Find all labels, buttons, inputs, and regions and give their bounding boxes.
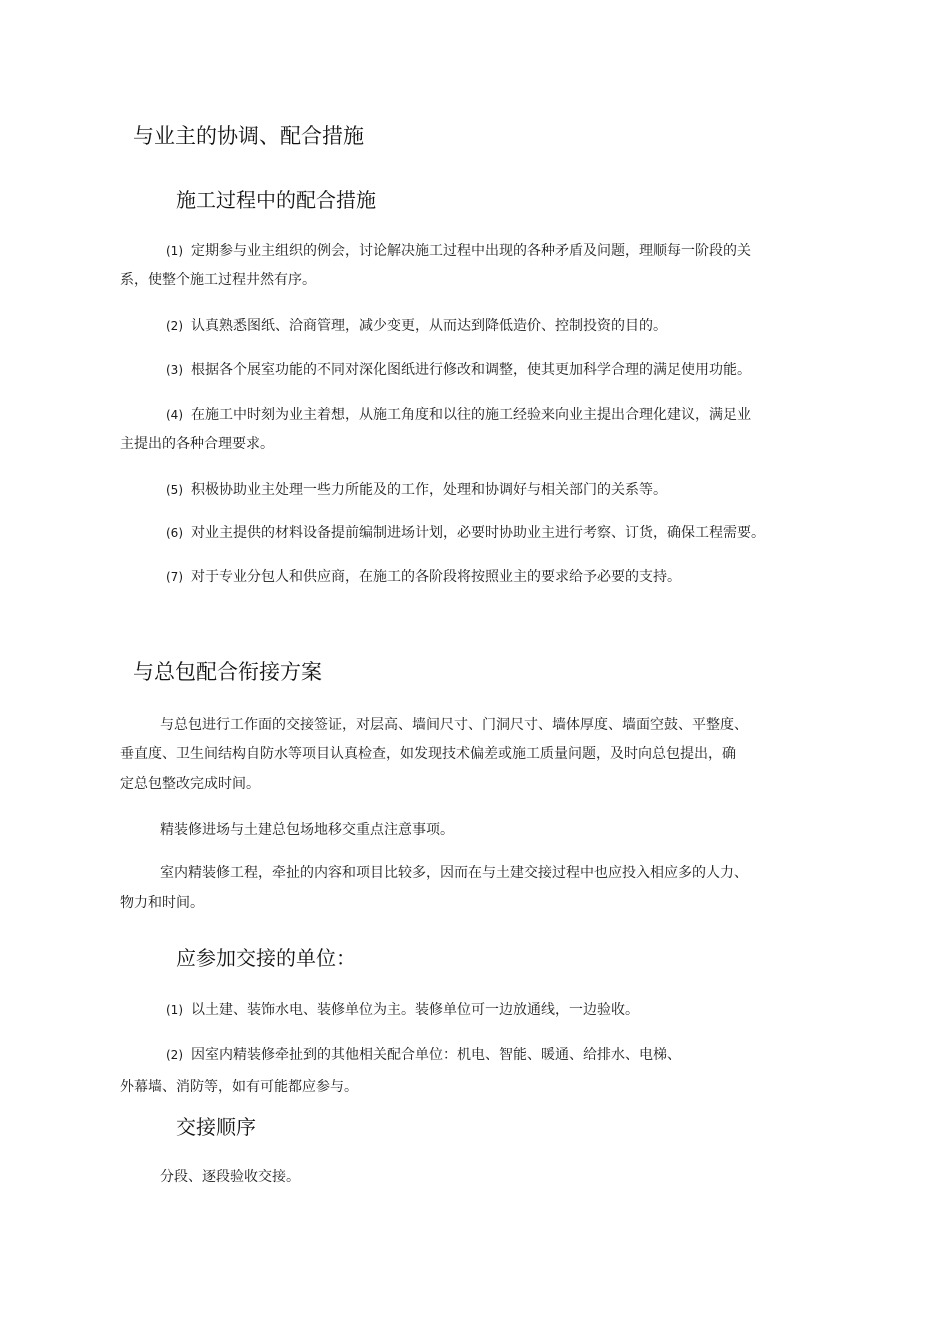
list-item-number: (1)	[166, 244, 183, 258]
list-item-3	[166, 356, 751, 385]
list-item-text: 以土建、装饰水电、装修单位为主。装修单位可一边放通线，一边验收。	[191, 1002, 639, 1018]
paragraph-interior-line-2: 物力和时间。	[120, 895, 204, 911]
list-item-4-continuation: 主提出的各种合理要求。	[120, 436, 274, 452]
section-title-owner-coordination: 与业主的协调、配合措施	[133, 124, 364, 148]
list-item-1	[166, 237, 751, 266]
unit-list-item-1	[166, 996, 639, 1025]
list-item-number: (2)	[166, 1048, 183, 1062]
list-item-number: (7)	[166, 570, 183, 584]
paragraph-interior-line-1: 室内精装修工程，牵扯的内容和项目比较多，因而在与土建交接过程中也应投入相应多的人力、	[160, 865, 748, 881]
list-item-text: 对业主提供的材料设备提前编制进场计划，必要时协助业主进行考察、订货，确保工程需要。	[191, 525, 765, 541]
section-title-general-contractor: 与总包配合衔接方案	[133, 660, 322, 684]
unit-list-item-2	[166, 1041, 681, 1070]
paragraph-handover-order: 分段、逐段验收交接。	[160, 1169, 300, 1185]
list-item-number: (2)	[166, 319, 183, 333]
list-item-text: 定期参与业主组织的例会，讨论解决施工过程中出现的各种矛盾及问题，理顺每一阶段的关	[191, 243, 751, 259]
list-item-number: (3)	[166, 363, 183, 377]
list-item-5	[166, 476, 667, 505]
paragraph-handover-line-2: 垂直度、卫生间结构自防水等项目认真检查，如发现技术偏差或施工质量问题，及时向总包提出，确	[120, 746, 736, 762]
list-item-number: (5)	[166, 483, 183, 497]
list-item-text: 对于专业分包人和供应商，在施工的各阶段将按照业主的要求给予必要的支持。	[191, 569, 681, 585]
list-item-number: (1)	[166, 1003, 183, 1017]
list-item-7	[166, 563, 681, 592]
paragraph-key-notes: 精装修进场与土建总包场地移交重点注意事项。	[160, 822, 454, 838]
list-item-text: 因室内精装修牵扯到的其他相关配合单位：机电、智能、暖通、给排水、电梯、	[191, 1047, 681, 1063]
subsection-title-participating-units: 应参加交接的单位：	[176, 946, 356, 970]
list-item-text: 积极协助业主处理一些力所能及的工作，处理和协调好与相关部门的关系等。	[191, 482, 667, 498]
paragraph-handover-line-3: 定总包整改完成时间。	[120, 776, 260, 792]
list-item-4	[166, 401, 751, 430]
subsection-title-construction-cooperation: 施工过程中的配合措施	[176, 188, 376, 212]
list-item-6	[166, 519, 765, 548]
unit-list-item-2-continuation: 外幕墙、消防等，如有可能都应参与。	[120, 1079, 358, 1095]
list-item-2	[166, 312, 667, 341]
list-item-number: (6)	[166, 526, 183, 540]
list-item-text: 根据各个展室功能的不同对深化图纸进行修改和调整，使其更加科学合理的满足使用功能。	[191, 362, 751, 378]
paragraph-handover-line-1: 与总包进行工作面的交接签证，对层高、墙间尺寸、门洞尺寸、墙体厚度、墙面空鼓、平整度、	[160, 717, 748, 733]
list-item-text: 认真熟悉图纸、洽商管理，减少变更，从而达到降低造价、控制投资的目的。	[191, 318, 667, 334]
subsection-title-handover-order: 交接顺序	[176, 1115, 256, 1139]
list-item-1-continuation: 系，使整个施工过程井然有序。	[120, 272, 316, 288]
list-item-number: (4)	[166, 408, 183, 422]
list-item-text: 在施工中时刻为业主着想，从施工角度和以往的施工经验来向业主提出合理化建议，满足业	[191, 407, 751, 423]
